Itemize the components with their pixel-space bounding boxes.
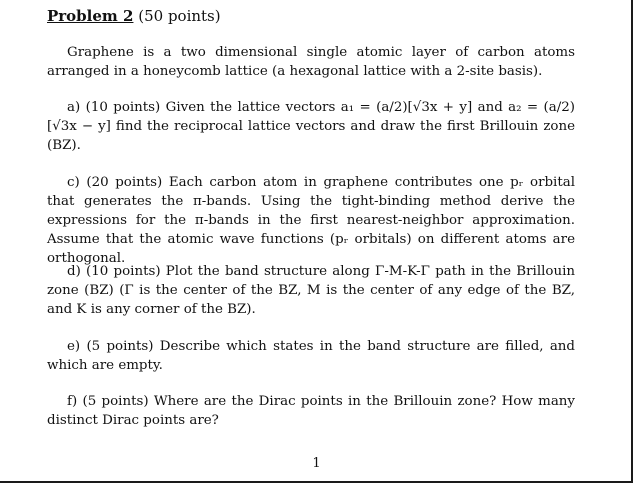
problem-label: Problem 2 xyxy=(47,7,134,25)
part-c-paragraph: c) (20 points) Each carbon atom in graphene contributes one pᵣ orbital that generates the π-bands. Using the tight-binding method derive the expressions for the π-bands in the first nearest-neighbor approximation. Assume that the atomic wave functions (pᵣ orbitals) on different atoms are orthogonal. xyxy=(47,175,575,266)
part-e-paragraph: e) (5 points) Describe which states in the band structure are filled, and which are empty. xyxy=(47,339,575,373)
part-d-paragraph: d) (10 points) Plot the band structure along Γ-M-K-Γ path in the Brillouin zone (BZ) (Γ is the center of the BZ, M is the center of any edge of the BZ, and K is any corner of the BZ). xyxy=(47,264,575,317)
problem-heading xyxy=(47,6,221,26)
intro-paragraph: Graphene is a two dimensional single atomic layer of carbon atoms arranged in a honeycomb lattice (a hexagonal lattice with a 2-site basis). xyxy=(47,45,575,79)
problem-points: (50 points) xyxy=(138,7,221,25)
part-f-paragraph: f) (5 points) Where are the Dirac points in the Brillouin zone? How many distinct Dirac points are? xyxy=(47,394,575,428)
page-number: 1 xyxy=(312,456,321,471)
part-a-paragraph: a) (10 points) Given the lattice vectors a₁ = (a/2)[√3x + y] and a₂ = (a/2)[√3x − y] find the reciprocal lattice vectors and draw the first Brillouin zone (BZ). xyxy=(47,100,575,153)
